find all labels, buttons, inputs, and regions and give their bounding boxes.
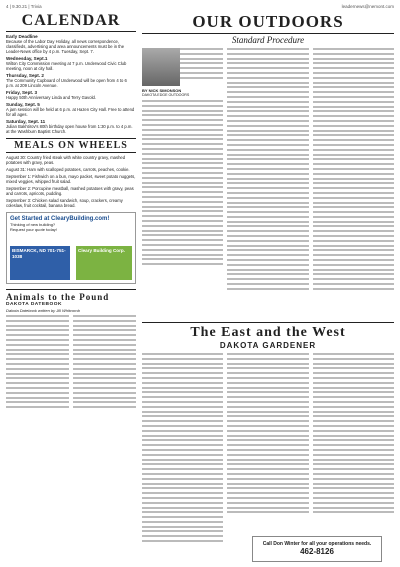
- text-column: [142, 353, 223, 545]
- animals-byline: Dakota Datebook written by Jill Whitcomb: [6, 308, 80, 313]
- meal-item: August 30: Country fried steak with white country gravy, mashed potatoes with gravy, peas.: [6, 155, 126, 165]
- outdoors-body: [142, 48, 394, 293]
- calendar-event: [6, 73, 136, 88]
- east-subtitle: DAKOTA GARDENER: [219, 341, 317, 350]
- byline-org: DAKOTA EDGE OUTDOORS: [142, 93, 190, 97]
- animals-body: [6, 315, 136, 411]
- calendar-event: [6, 56, 136, 71]
- calendar-event: [6, 119, 136, 134]
- outdoors-subtitle: Standard Procedure: [231, 35, 305, 45]
- header-right: leadernews@nemont.com: [341, 4, 394, 9]
- author-photo: [142, 48, 180, 86]
- meal-item: August 31: Ham with scalloped potatoes, carrots, peaches, cookie.: [6, 167, 130, 172]
- event-text: The Community Cupboard of Underwood will be open from 4 to 6 p.m. at 209 Lincoln Avenue.: [6, 78, 127, 88]
- header-left: 4 | 9.30.21 | Trivia: [6, 4, 42, 9]
- calendar-event: [6, 102, 136, 117]
- text-column: [6, 315, 69, 411]
- text-column: [227, 353, 308, 545]
- ad-line-1: Thinking of new building?: [10, 222, 56, 227]
- call-ad-line: Call Don Winter for all your operations needs.: [262, 541, 372, 547]
- event-date: Friday, Sept. 3: [6, 90, 38, 95]
- event-date: Wednesday, Sept.1: [6, 56, 48, 61]
- event-text: A jam session will be held at 6 p.m. at Hazen City Hall. Free to attend for all ages.: [6, 107, 135, 117]
- east-body: [142, 353, 394, 545]
- ad-brand-box: Cleary Building Corp.: [76, 246, 132, 280]
- meal-item: September 1: Fishwich on a bun, mayo packet, sweet potato nuggets, mixed veggies, whipped fruit salad.: [6, 174, 136, 184]
- meal-item: September 2: Porcupine meatball, mashed potatoes with gravy, peas and carrots, apricots, pudding.: [6, 186, 134, 196]
- meals-title: MEALS ON WHEELS: [6, 138, 136, 153]
- calendar-event: [6, 90, 136, 100]
- event-text: Wilton City Commission meeting at 7 p.m. Underwood Civic Club meeting, noon at city hall.: [6, 61, 127, 71]
- event-text: Happy 50th Anniversary Linda and Terry Gavold.: [6, 95, 97, 100]
- right-column: [142, 12, 394, 562]
- east-west-article: [142, 322, 394, 545]
- ad-line-2: Request your quote today!: [10, 227, 57, 232]
- event-text: Julian Bakhtirov's 80th birthday open house from 1:30 p.m. to 4 p.m. at the Washburn Baptist Church.: [6, 124, 133, 134]
- ad-logo: Get Started at ClearyBuilding.com!: [10, 216, 110, 222]
- text-column: [313, 353, 394, 545]
- cleary-ad[interactable]: [6, 212, 136, 284]
- event-date: Saturday, Sept. 11: [6, 119, 46, 124]
- event-date: Sunday, Sept. 5: [6, 102, 40, 107]
- event-date: Thursday, Sept. 2: [6, 73, 44, 78]
- page-header: [6, 4, 394, 12]
- ad-contact-box: BISMARCK, ND 701-751-1038: [10, 246, 70, 280]
- call-ad-number: 462-8126: [300, 547, 334, 556]
- meal-item: September 3: Chicken salad sandwich, soup, crackers, creamy coleslaw, fruit cocktail, banana bread.: [6, 198, 123, 208]
- calendar-title: CALENDAR: [6, 12, 136, 32]
- text-column: [227, 48, 308, 293]
- call-ad[interactable]: [252, 536, 382, 562]
- text-column: [73, 315, 136, 411]
- calendar-event: [6, 34, 136, 54]
- byline-name: BY NICK SIMONSON: [142, 88, 182, 93]
- animals-title: Animals to the Pound: [6, 289, 136, 302]
- text-column: [142, 48, 223, 293]
- left-column: [6, 12, 136, 562]
- calendar-events: [6, 34, 136, 134]
- text-column: [313, 48, 394, 293]
- animals-subtitle: DAKOTA DATEBOOK: [6, 302, 62, 307]
- text-lines: [142, 100, 223, 265]
- east-title: The East and the West: [190, 325, 346, 340]
- event-date: Early Deadline: [6, 34, 38, 39]
- event-text: Because of the Labor Day Holiday, all news correspondence, classifieds, advertising and area announcements must be in the Leader-News office by 4 p.m. Tuesday, Sept. 7.: [6, 39, 125, 54]
- outdoors-title: OUR OUTDOORS: [142, 12, 394, 34]
